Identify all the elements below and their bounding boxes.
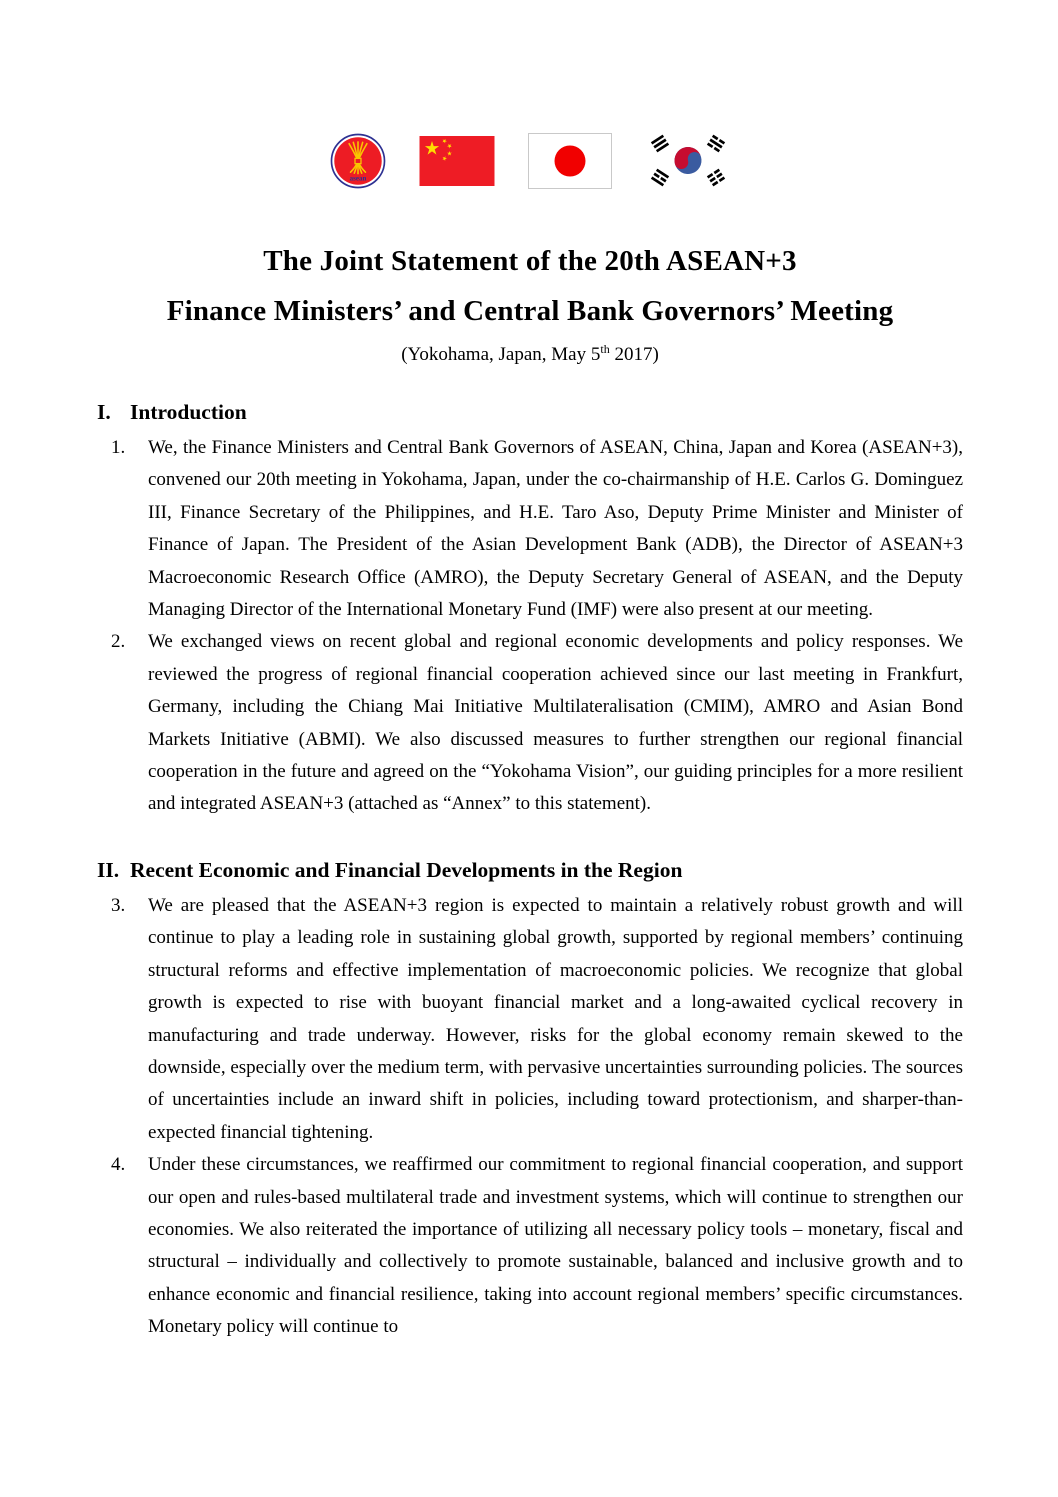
- paragraph-3: [97, 890, 963, 1149]
- paragraph-3-number: 3.: [111, 894, 126, 916]
- document-title: [97, 236, 963, 336]
- paragraph-3-text: We are pleased that the ASEAN+3 region is expected to maintain a relatively robust growth and will continue to play a leading role in sustaining global growth, supported by regional members’ continuing structural reforms and effective implementation of macroeconomic policies. We recognize that global growth is expected to rise with buoyant financial market and a long-awaited cyclical recovery in manufacturing and trade underway. However, risks for the global economy remain skewed to the downside, especially over the medium term, with pervasive uncertainties surrounding policies. The sources of uncertainties include an inward shift in policies, including toward protectionism, and sharper-than-expected financial tightening.: [148, 894, 963, 1143]
- section-2-number: II.: [97, 857, 120, 882]
- paragraph-2-number: 2.: [111, 631, 126, 653]
- section-1-number: I.: [97, 400, 111, 424]
- paragraph-1-text: We, the Finance Ministers and Central Bank Governors of ASEAN, China, Japan and Korea (ASEAN+3), convened our 20th meeting in Yokohama, Japan, under the co-chairmanship of H.E. Carlos G. Dominguez III, Finance Secretary of the Philippines, and H.E. Taro Aso, Deputy Prime Minister and Minister of Finance of Japan. The President of the Asian Development Bank (ADB), the Director of ASEAN+3 Macroeconomic Research Office (AMRO), the Deputy Secretary General of ASEAN, and the Deputy Managing Director of the International Monetary Fund (IMF) were also present at our meeting.: [148, 437, 963, 621]
- paragraph-4-number: 4.: [111, 1154, 126, 1176]
- paragraph-4-text: Under these circumstances, we reaffirmed our commitment to regional financial cooperation, and support our open and rules-based multilateral trade and investment systems, which will continue to strengthen our economies. We also reiterated the importance of utilizing all necessary policy tools – monetary, fiscal and structural – individually and collectively to promote sustainable, balanced and inclusive growth and to enhance economic and financial resilience, taking into account regional members’ specific circumstances. Monetary policy will continue to: [148, 1154, 963, 1338]
- date-line: [97, 342, 963, 368]
- date-prefix: (Yokohama, Japan, May 5: [401, 344, 601, 365]
- paragraph-1: [97, 432, 963, 626]
- section-2-heading: [97, 855, 963, 885]
- paragraph-1-number: 1.: [111, 437, 126, 458]
- section-1-heading: [97, 397, 963, 427]
- asean-flag-label: asean: [349, 174, 366, 183]
- section-introduction: [97, 397, 963, 821]
- section-1-heading-text: Introduction: [130, 400, 247, 424]
- china-flag-icon: [419, 136, 495, 186]
- title-line-1: The Joint Statement of the 20th ASEAN+3: [263, 245, 797, 277]
- date-suffix: 2017): [609, 344, 659, 365]
- paragraph-2-text: We exchanged views on recent global and regional economic developments and policy responses. We reviewed the progress of regional financial cooperation achieved since our last meeting in Frankfurt, Germany, including the Chiang Mai Initiative Multilateralisation (CMIM), AMRO and Asian Bond Markets Initiative (ABMI). We also discussed measures to further strengthen our regional financial cooperation in the future and agreed on the “Yokohama Vision”, our guiding principles for a more resilient and integrated ASEAN+3 (attached as “Annex” to this statement).: [148, 631, 963, 815]
- asean-flag-icon: [330, 133, 386, 189]
- korea-flag-icon: [645, 132, 731, 189]
- section-2-heading-text: Recent Economic and Financial Developments in the Region: [130, 857, 683, 882]
- paragraph-4: [97, 1149, 963, 1343]
- title-line-2: Finance Ministers’ and Central Bank Governors’ Meeting: [166, 295, 894, 327]
- japan-flag-icon: [528, 133, 612, 189]
- paragraph-2: [97, 626, 963, 820]
- date-ordinal-superscript: th: [600, 342, 610, 356]
- section-recent-developments: [97, 855, 963, 1344]
- flags-row: [97, 0, 963, 189]
